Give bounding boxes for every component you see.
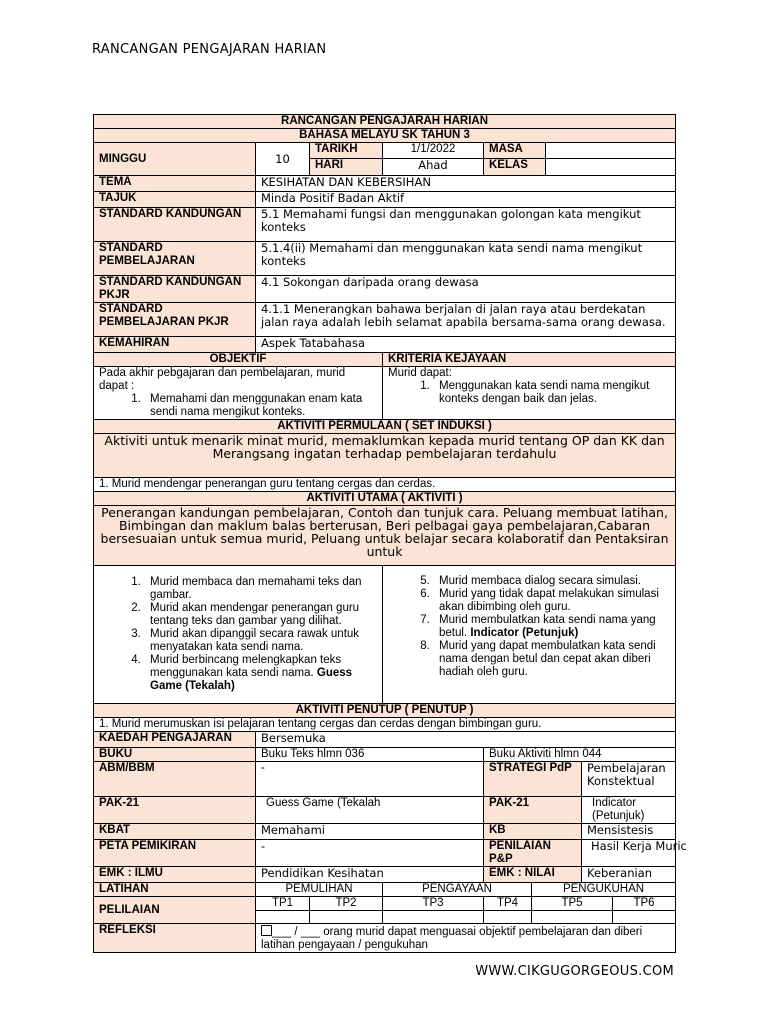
objektif-item: 1. Memahami dan menggunakan enam kata sendi nama mengikut konteks. [144, 393, 377, 419]
tp5-label: TP5 [532, 897, 613, 911]
skp-label: STANDARD KANDUNGAN PKJR [94, 276, 256, 303]
refleksi-value: ___ / ___ orang murid dapat menguasai objektif pembelajaran dan diberi latihan pengayaan / pengukuhan [256, 924, 676, 953]
peta-label: PETA PEMIKIRAN [94, 840, 256, 867]
tajuk-label: TAJUK [94, 192, 256, 208]
plan-subtitle: BAHASA MELAYU SK TAHUN 3 [94, 129, 676, 143]
page-header: RANCANGAN PENGAJARAN HARIAN [92, 42, 327, 57]
page-footer: WWW.CIKGUGORGEOUS.COM [475, 964, 674, 979]
objektif-intro: Pada akhir pebgajaran dan pembelajaran, murid dapat : [99, 367, 346, 392]
kriteria-content [383, 367, 676, 420]
tp6-label: TP6 [613, 897, 676, 911]
abm-label: ABM/BBM [94, 762, 256, 797]
kemahiran-label: KEMAHIRAN [94, 337, 256, 353]
sp-label: STANDARD PEMBELAJARAN [94, 242, 256, 276]
list-item: 5. Murid membaca dialog secara simulasi. [433, 575, 670, 588]
penilaian-label: PENILAIAN P&P [484, 840, 582, 867]
lesson-plan-table [93, 114, 687, 953]
kb-value: Mensistesis [582, 824, 676, 840]
list-item: 4. Murid berbincang melengkapkan teks menggunakan kata sendi nama. Guess Game (Tekalah) [144, 654, 377, 693]
sp-value: 5.1.4(ii) Memahami dan menggunakan kata sendi nama mengikut konteks [256, 242, 676, 276]
checkbox-icon[interactable] [261, 925, 272, 936]
pak21-value: Guess Game (Tekalah [256, 797, 484, 824]
kriteria-intro: Murid dapat: [388, 367, 452, 379]
minggu-label: MINGGU [94, 143, 256, 176]
buku-aktiviti: Buku Aktiviti hlmn 044 [484, 748, 676, 762]
emk-ilmu-value: Pendidikan Kesihatan [256, 867, 484, 883]
tp6-cell[interactable] [613, 911, 676, 924]
tp1-label: TP1 [256, 897, 310, 911]
utama-right-list [383, 566, 676, 704]
list-item: 8. Murid yang dapat membulatkan kata sendi nama dengan betul dan cepat akan diberi hadiah oleh guru. [433, 640, 670, 679]
tp1-cell[interactable] [256, 911, 310, 924]
list-item: 6. Murid yang tidak dapat melakukan simulasi akan dibimbing oleh guru. [433, 588, 670, 614]
kemahiran-value: Aspek Tatabahasa [256, 337, 676, 353]
pengukuhan-label: PENGUKUHAN [532, 883, 676, 897]
plan-title: RANCANGAN PENGAJARAH HARIAN [94, 115, 676, 129]
sk-label: STANDARD KANDUNGAN [94, 208, 256, 242]
abm-value: - [256, 762, 484, 797]
kelas-value [546, 159, 676, 176]
kbat-value: Memahami [256, 824, 484, 840]
tarikh-value: 1/1/2022 [383, 143, 484, 159]
peta-value: - [256, 840, 484, 867]
kelas-label: KELAS [484, 159, 546, 176]
tp2-label: TP2 [310, 897, 383, 911]
kriteria-header: KRITERIA KEJAYAAN [383, 353, 676, 367]
objektif-content [94, 367, 383, 420]
buku-label: BUKU [94, 748, 256, 762]
latihan-label: LATIHAN [94, 883, 256, 897]
pak21-label: PAK-21 [94, 797, 256, 824]
pak21b-value: Indicator (Petunjuk) [582, 797, 676, 824]
utama-body: Penerangan kandungan pembelajaran, Contoh dan tunjuk cara. Peluang membuat latihan, Bimbingan dan maklum balas berterusan, Beri pelbagai gaya pembelajaran,Cabaran bersesuaian untuk semua murid, Peluang untuk belajar secara kolaboratif dan Pentaksiran untuk [94, 506, 676, 566]
kb-label: KB [484, 824, 582, 840]
hari-label: HARI [310, 159, 383, 176]
tp4-label: TP4 [484, 897, 532, 911]
permulaan-note: 1. Murid mendengar penerangan guru tentang cergas dan cerdas. [94, 478, 676, 492]
penilaian-value: Hasil Kerja Muric [582, 840, 676, 867]
kriteria-item: 1. Menggunakan kata sendi nama mengikut konteks dengan baik dan jelas. [433, 380, 670, 406]
tema-value: KESIHATAN DAN KEBERSIHAN [256, 176, 676, 192]
list-item: 1. Murid membaca dan memahami teks dan gambar. [144, 576, 377, 602]
list-item: 7. Murid membulatkan kata sendi nama yang betul. Indicator (Petunjuk) [433, 614, 670, 640]
sk-value: 5.1 Memahami fungsi dan menggunakan golongan kata mengikut konteks [256, 208, 676, 242]
emk-ilmu-label: EMK : ILMU [94, 867, 256, 883]
tp2-cell[interactable] [310, 911, 383, 924]
utama-left-list [94, 566, 383, 704]
kaedah-label: KAEDAH PENGAJARAN [94, 732, 256, 748]
tajuk-value: Minda Positif Badan Aktif [256, 192, 676, 208]
kbat-label: KBAT [94, 824, 256, 840]
buku-teks: Buku Teks hlmn 036 [256, 748, 484, 762]
pelilaian-label: PELILAIAN [94, 897, 256, 924]
permulaan-body: Aktiviti untuk menarik minat murid, memaklumkan kepada murid tentang OP dan KK dan Merangsang ingatan terhadap pembelajaran terdahulu [94, 434, 676, 478]
objektif-header: OBJEKTIF [94, 353, 383, 367]
guess-game-label: Guess Game (Tekalah) [150, 667, 353, 692]
pengayaan-label: PENGAYAAN [383, 883, 532, 897]
kaedah-value: Bersemuka [256, 732, 676, 748]
list-item: 2. Murid akan mendengar penerangan guru tentang teks dan gambar yang dilihat. [144, 602, 377, 628]
hari-value: Ahad [383, 159, 484, 176]
tp3-cell[interactable] [383, 911, 484, 924]
penutup-note: 1. Murid merumuskan isi pelajaran tentang cergas dan cerdas dengan bimbingan guru. [94, 718, 676, 732]
pemulihan-label: PEMULIHAN [256, 883, 383, 897]
emk-nilai-value: Keberanian [582, 867, 676, 883]
refleksi-label: REFLEKSI [94, 924, 256, 953]
indicator-label: Indicator (Petunjuk) [470, 627, 579, 639]
tp4-cell[interactable] [484, 911, 532, 924]
masa-label: MASA [484, 143, 546, 159]
tema-label: TEMA [94, 176, 256, 192]
list-item: 3. Murid akan dipanggil secara rawak untuk menyatakan kata sendi nama. [144, 628, 377, 654]
spp-value: 4.1.1 Menerangkan bahawa berjalan di jalan raya atau berdekatan jalan raya adalah lebih selamat apabila bersama-sama orang dewasa. [256, 303, 676, 337]
tp5-cell[interactable] [532, 911, 613, 924]
strategi-value: Pembelajaran Konstektual [582, 762, 676, 797]
minggu-value: 10 [256, 143, 310, 176]
utama-header: AKTIVITI UTAMA ( AKTIVITI ) [94, 492, 676, 506]
spp-label: STANDARD PEMBELAJARAN PKJR [94, 303, 256, 337]
permulaan-header: AKTIVITI PERMULAAN ( SET INDUKSI ) [94, 420, 676, 434]
skp-value: 4.1 Sokongan daripada orang dewasa [256, 276, 676, 303]
tp3-label: TP3 [383, 897, 484, 911]
emk-nilai-label: EMK : NILAI [484, 867, 582, 883]
pak21b-label: PAK-21 [484, 797, 582, 824]
penutup-header: AKTIVITI PENUTUP ( PENUTUP ) [94, 704, 676, 718]
masa-value [546, 143, 676, 159]
strategi-label: STRATEGI PdP [484, 762, 582, 797]
tarikh-label: TARIKH [310, 143, 383, 159]
